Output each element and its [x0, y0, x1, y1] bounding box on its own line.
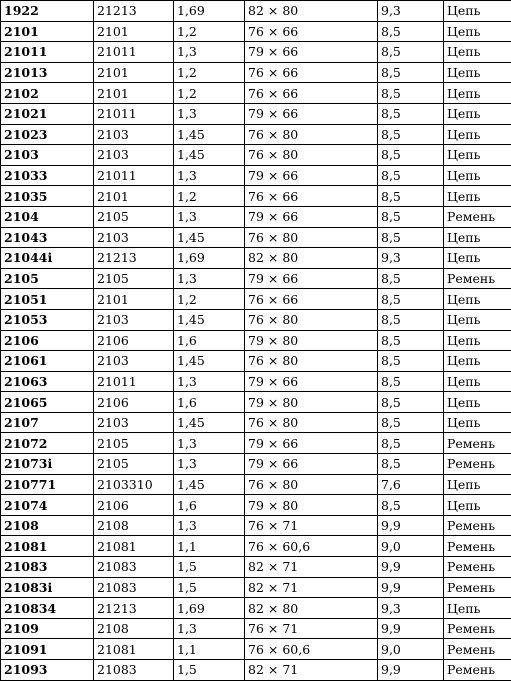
- engine-cell: 2101: [94, 289, 174, 310]
- displacement-cell: 1,45: [174, 309, 245, 330]
- compression-cell: 8,5: [378, 83, 444, 104]
- compression-cell: 9,0: [378, 639, 444, 660]
- compression-cell: 9,9: [378, 515, 444, 536]
- displacement-cell: 1,69: [174, 1, 245, 22]
- displacement-cell: 1,2: [174, 62, 245, 83]
- compression-cell: 8,5: [378, 309, 444, 330]
- table-row: [1, 124, 511, 145]
- displacement-cell: 1,5: [174, 557, 245, 578]
- timing-drive-cell: Цепь: [444, 124, 511, 145]
- engine-cell: 21011: [94, 165, 174, 186]
- timing-drive-cell: Цепь: [444, 227, 511, 248]
- displacement-cell: 1,5: [174, 660, 245, 681]
- compression-cell: 8,5: [378, 268, 444, 289]
- compression-cell: 8,5: [378, 351, 444, 372]
- model-cell: 21053: [1, 309, 94, 330]
- model-cell: 2103: [1, 145, 94, 166]
- model-cell: 21073i: [1, 454, 94, 475]
- bore-stroke-cell: 76 × 80: [245, 145, 378, 166]
- compression-cell: 8,5: [378, 42, 444, 63]
- timing-drive-cell: Цепь: [444, 21, 511, 42]
- timing-drive-cell: Ремень: [444, 557, 511, 578]
- model-cell: 21013: [1, 62, 94, 83]
- compression-cell: 9,9: [378, 618, 444, 639]
- displacement-cell: 1,3: [174, 42, 245, 63]
- displacement-cell: 1,69: [174, 248, 245, 269]
- engine-cell: 2103: [94, 145, 174, 166]
- bore-stroke-cell: 82 × 71: [245, 577, 378, 598]
- timing-drive-cell: Ремень: [444, 454, 511, 475]
- displacement-cell: 1,3: [174, 433, 245, 454]
- model-cell: 21043: [1, 227, 94, 248]
- model-cell: 21011: [1, 42, 94, 63]
- compression-cell: 8,5: [378, 454, 444, 475]
- timing-drive-cell: Цепь: [444, 165, 511, 186]
- displacement-cell: 1,3: [174, 165, 245, 186]
- compression-cell: 9,9: [378, 577, 444, 598]
- table-row: [1, 392, 511, 413]
- timing-drive-cell: Цепь: [444, 83, 511, 104]
- timing-drive-cell: Цепь: [444, 495, 511, 516]
- timing-drive-cell: Цепь: [444, 42, 511, 63]
- timing-drive-cell: Цепь: [444, 412, 511, 433]
- displacement-cell: 1,3: [174, 206, 245, 227]
- bore-stroke-cell: 79 × 66: [245, 371, 378, 392]
- model-cell: 21091: [1, 639, 94, 660]
- engine-cell: 2108: [94, 618, 174, 639]
- bore-stroke-cell: 79 × 66: [245, 268, 378, 289]
- bore-stroke-cell: 76 × 80: [245, 474, 378, 495]
- displacement-cell: 1,6: [174, 392, 245, 413]
- model-cell: 2102: [1, 83, 94, 104]
- engine-cell: 2101: [94, 186, 174, 207]
- bore-stroke-cell: 76 × 66: [245, 83, 378, 104]
- compression-cell: 8,5: [378, 145, 444, 166]
- table-row: [1, 454, 511, 475]
- bore-stroke-cell: 79 × 66: [245, 206, 378, 227]
- displacement-cell: 1,45: [174, 351, 245, 372]
- displacement-cell: 1,2: [174, 21, 245, 42]
- compression-cell: 8,5: [378, 227, 444, 248]
- engine-cell: 2105: [94, 206, 174, 227]
- timing-drive-cell: Цепь: [444, 1, 511, 22]
- table-row: [1, 330, 511, 351]
- timing-drive-cell: Цепь: [444, 474, 511, 495]
- displacement-cell: 1,2: [174, 289, 245, 310]
- table-row: [1, 618, 511, 639]
- model-cell: 21065: [1, 392, 94, 413]
- displacement-cell: 1,3: [174, 103, 245, 124]
- table-row: [1, 371, 511, 392]
- table-row: [1, 495, 511, 516]
- bore-stroke-cell: 79 × 80: [245, 392, 378, 413]
- compression-cell: 9,0: [378, 536, 444, 557]
- timing-drive-cell: Цепь: [444, 62, 511, 83]
- displacement-cell: 1,3: [174, 515, 245, 536]
- bore-stroke-cell: 82 × 71: [245, 660, 378, 681]
- model-cell: 21033: [1, 165, 94, 186]
- compression-cell: 8,5: [378, 165, 444, 186]
- displacement-cell: 1,1: [174, 639, 245, 660]
- timing-drive-cell: Цепь: [444, 186, 511, 207]
- bore-stroke-cell: 76 × 66: [245, 289, 378, 310]
- timing-drive-cell: Цепь: [444, 371, 511, 392]
- table-row: [1, 515, 511, 536]
- table-row: [1, 639, 511, 660]
- engine-cell: 2106: [94, 495, 174, 516]
- engine-cell: 2103: [94, 412, 174, 433]
- engine-cell: 2101: [94, 62, 174, 83]
- bore-stroke-cell: 79 × 66: [245, 42, 378, 63]
- displacement-cell: 1,3: [174, 268, 245, 289]
- compression-cell: 8,5: [378, 289, 444, 310]
- model-cell: 2104: [1, 206, 94, 227]
- engine-cell: 2103: [94, 351, 174, 372]
- displacement-cell: 1,6: [174, 495, 245, 516]
- engine-cell: 2103: [94, 227, 174, 248]
- displacement-cell: 1,5: [174, 577, 245, 598]
- model-cell: 21063: [1, 371, 94, 392]
- displacement-cell: 1,45: [174, 124, 245, 145]
- table-row: [1, 62, 511, 83]
- displacement-cell: 1,6: [174, 330, 245, 351]
- displacement-cell: 1,2: [174, 83, 245, 104]
- model-cell: 2101: [1, 21, 94, 42]
- bore-stroke-cell: 76 × 80: [245, 412, 378, 433]
- engine-cell: 2105: [94, 268, 174, 289]
- displacement-cell: 1,3: [174, 454, 245, 475]
- table-row: [1, 145, 511, 166]
- displacement-cell: 1,45: [174, 412, 245, 433]
- compression-cell: 8,5: [378, 433, 444, 454]
- compression-cell: 8,5: [378, 62, 444, 83]
- table-row: [1, 557, 511, 578]
- timing-drive-cell: Цепь: [444, 351, 511, 372]
- model-cell: 2109: [1, 618, 94, 639]
- engine-cell: 2105: [94, 454, 174, 475]
- compression-cell: 8,5: [378, 412, 444, 433]
- bore-stroke-cell: 82 × 80: [245, 1, 378, 22]
- bore-stroke-cell: 76 × 66: [245, 21, 378, 42]
- table-row: [1, 248, 511, 269]
- table-row: [1, 83, 511, 104]
- bore-stroke-cell: 76 × 80: [245, 309, 378, 330]
- table-row: [1, 309, 511, 330]
- bore-stroke-cell: 76 × 60,6: [245, 536, 378, 557]
- timing-drive-cell: Ремень: [444, 433, 511, 454]
- compression-cell: 9,9: [378, 557, 444, 578]
- model-cell: 21035: [1, 186, 94, 207]
- model-cell: 21061: [1, 351, 94, 372]
- bore-stroke-cell: 76 × 80: [245, 351, 378, 372]
- table-row: [1, 351, 511, 372]
- compression-cell: 7,6: [378, 474, 444, 495]
- model-cell: 2106: [1, 330, 94, 351]
- engine-cell: 21011: [94, 42, 174, 63]
- table-row: [1, 227, 511, 248]
- compression-cell: 8,5: [378, 371, 444, 392]
- timing-drive-cell: Ремень: [444, 206, 511, 227]
- compression-cell: 8,5: [378, 186, 444, 207]
- bore-stroke-cell: 76 × 60,6: [245, 639, 378, 660]
- engine-cell: 21011: [94, 371, 174, 392]
- engine-cell: 21083: [94, 660, 174, 681]
- timing-drive-cell: Ремень: [444, 618, 511, 639]
- bore-stroke-cell: 76 × 80: [245, 227, 378, 248]
- timing-drive-cell: Цепь: [444, 598, 511, 619]
- engine-cell: 2106: [94, 392, 174, 413]
- table-row: [1, 103, 511, 124]
- compression-cell: 8,5: [378, 392, 444, 413]
- table-row: [1, 206, 511, 227]
- model-cell: 21021: [1, 103, 94, 124]
- model-cell: 21083i: [1, 577, 94, 598]
- model-cell: 2105: [1, 268, 94, 289]
- timing-drive-cell: Ремень: [444, 268, 511, 289]
- engine-cell: 2101: [94, 83, 174, 104]
- engine-spec-table-body: [1, 1, 511, 681]
- table-row: [1, 598, 511, 619]
- compression-cell: 8,5: [378, 103, 444, 124]
- table-row: [1, 536, 511, 557]
- bore-stroke-cell: 79 × 66: [245, 433, 378, 454]
- timing-drive-cell: Ремень: [444, 660, 511, 681]
- compression-cell: 9,3: [378, 1, 444, 22]
- engine-cell: 2106: [94, 330, 174, 351]
- bore-stroke-cell: 82 × 80: [245, 598, 378, 619]
- compression-cell: 8,5: [378, 21, 444, 42]
- engine-cell: 2108: [94, 515, 174, 536]
- bore-stroke-cell: 76 × 66: [245, 62, 378, 83]
- bore-stroke-cell: 79 × 66: [245, 454, 378, 475]
- displacement-cell: 1,3: [174, 371, 245, 392]
- displacement-cell: 1,3: [174, 618, 245, 639]
- displacement-cell: 1,69: [174, 598, 245, 619]
- timing-drive-cell: Ремень: [444, 515, 511, 536]
- bore-stroke-cell: 79 × 80: [245, 495, 378, 516]
- model-cell: 21072: [1, 433, 94, 454]
- engine-cell: 2101: [94, 21, 174, 42]
- timing-drive-cell: Цепь: [444, 145, 511, 166]
- timing-drive-cell: Ремень: [444, 577, 511, 598]
- table-row: [1, 412, 511, 433]
- compression-cell: 8,5: [378, 495, 444, 516]
- engine-cell: 21213: [94, 1, 174, 22]
- model-cell: 21044i: [1, 248, 94, 269]
- engine-cell: 2103310: [94, 474, 174, 495]
- timing-drive-cell: Цепь: [444, 392, 511, 413]
- engine-cell: 21081: [94, 536, 174, 557]
- engine-cell: 2103: [94, 309, 174, 330]
- bore-stroke-cell: 82 × 71: [245, 557, 378, 578]
- model-cell: 21051: [1, 289, 94, 310]
- model-cell: 2107: [1, 412, 94, 433]
- table-row: [1, 289, 511, 310]
- model-cell: 21081: [1, 536, 94, 557]
- table-row: [1, 433, 511, 454]
- engine-cell: 2105: [94, 433, 174, 454]
- bore-stroke-cell: 76 × 71: [245, 515, 378, 536]
- displacement-cell: 1,1: [174, 536, 245, 557]
- model-cell: 21093: [1, 660, 94, 681]
- engine-cell: 21213: [94, 248, 174, 269]
- bore-stroke-cell: 79 × 80: [245, 330, 378, 351]
- engine-cell: 21083: [94, 557, 174, 578]
- timing-drive-cell: Цепь: [444, 289, 511, 310]
- displacement-cell: 1,45: [174, 227, 245, 248]
- timing-drive-cell: Цепь: [444, 309, 511, 330]
- bore-stroke-cell: 79 × 66: [245, 103, 378, 124]
- bore-stroke-cell: 76 × 66: [245, 186, 378, 207]
- engine-cell: 2103: [94, 124, 174, 145]
- compression-cell: 9,9: [378, 660, 444, 681]
- table-row: [1, 474, 511, 495]
- compression-cell: 9,3: [378, 598, 444, 619]
- model-cell: 21023: [1, 124, 94, 145]
- table-row: [1, 1, 511, 22]
- table-row: [1, 577, 511, 598]
- bore-stroke-cell: 76 × 80: [245, 124, 378, 145]
- table-row: [1, 165, 511, 186]
- compression-cell: 9,3: [378, 248, 444, 269]
- model-cell: 210834: [1, 598, 94, 619]
- model-cell: 21083: [1, 557, 94, 578]
- displacement-cell: 1,2: [174, 186, 245, 207]
- engine-cell: 21213: [94, 598, 174, 619]
- table-row: [1, 21, 511, 42]
- table-row: [1, 660, 511, 681]
- timing-drive-cell: Цепь: [444, 330, 511, 351]
- table-row: [1, 268, 511, 289]
- bore-stroke-cell: 76 × 71: [245, 618, 378, 639]
- compression-cell: 8,5: [378, 206, 444, 227]
- displacement-cell: 1,45: [174, 145, 245, 166]
- displacement-cell: 1,45: [174, 474, 245, 495]
- timing-drive-cell: Цепь: [444, 103, 511, 124]
- timing-drive-cell: Цепь: [444, 248, 511, 269]
- model-cell: 1922: [1, 1, 94, 22]
- timing-drive-cell: Ремень: [444, 536, 511, 557]
- engine-cell: 21011: [94, 103, 174, 124]
- table-row: [1, 42, 511, 63]
- timing-drive-cell: Ремень: [444, 639, 511, 660]
- model-cell: 21074: [1, 495, 94, 516]
- model-cell: 2108: [1, 515, 94, 536]
- compression-cell: 8,5: [378, 124, 444, 145]
- compression-cell: 8,5: [378, 330, 444, 351]
- model-cell: 210771: [1, 474, 94, 495]
- bore-stroke-cell: 79 × 66: [245, 165, 378, 186]
- table-row: [1, 186, 511, 207]
- engine-cell: 21083: [94, 577, 174, 598]
- bore-stroke-cell: 82 × 80: [245, 248, 378, 269]
- engine-cell: 21081: [94, 639, 174, 660]
